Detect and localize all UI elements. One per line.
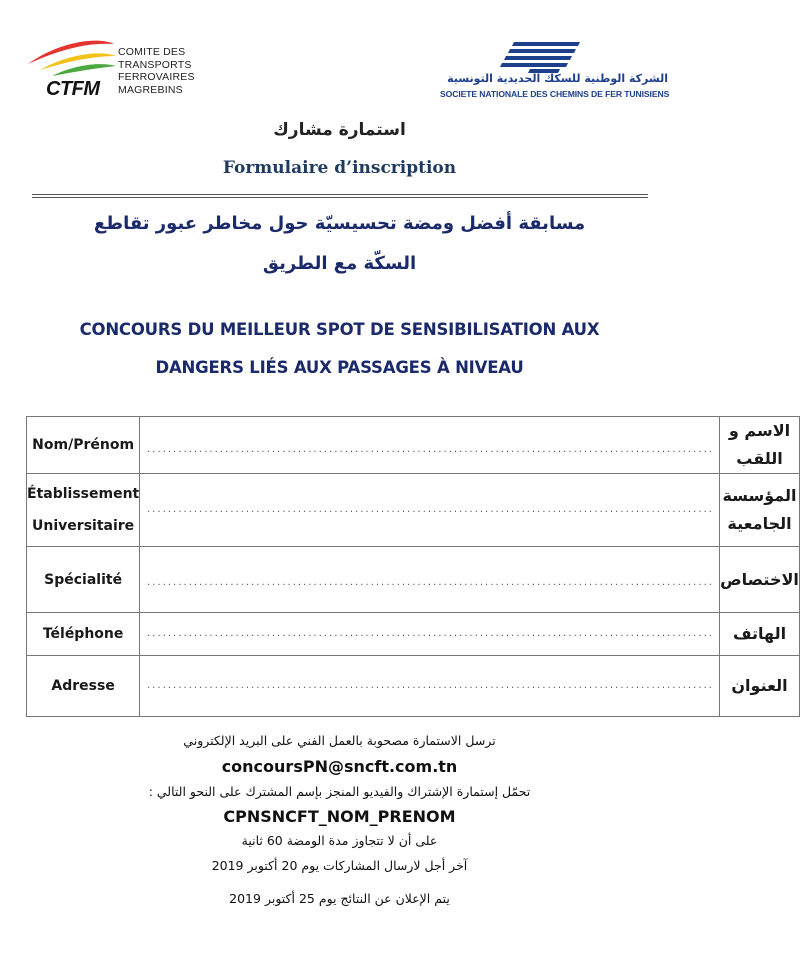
send-instruction: ترسل الاستمارة مصحوبة بالعمل الفني على البريد الإلكتروني <box>183 733 496 748</box>
form-title-arabic: استمارة مشارك <box>273 120 406 140</box>
institution-field[interactable] <box>140 474 720 547</box>
dotted-line: ............................................................................................................. <box>146 629 714 639</box>
label-address-arabic: العنوان <box>720 656 800 717</box>
label-name-arabic: الاسم و اللقب <box>720 417 800 474</box>
label-specialty-arabic: الاختصاص <box>720 547 800 613</box>
contact-email: concoursPN@sncft.com.tn <box>221 757 458 776</box>
dotted-line: ............................................................................................................. <box>146 681 714 691</box>
contest-title-french-line2: DANGERS LIÉS AUX PASSAGES À NIVEAU <box>155 358 524 377</box>
label-institution-arabic-line2: الجامعية <box>727 514 792 533</box>
form-row-phone <box>27 613 800 656</box>
ctfm-abbreviation: CTFM <box>46 78 100 100</box>
sncft-logo-mark <box>500 40 582 76</box>
label-institution-french-line1: Établissement <box>27 486 140 502</box>
address-field[interactable] <box>140 656 720 717</box>
label-specialty-french: Spécialité <box>27 547 140 613</box>
ctfm-name-line: MAGREBINS <box>118 83 183 96</box>
sncft-name-arabic: الشركة الوطنية للسكك الحديدية التونسية <box>447 72 668 85</box>
results-announcement: يتم الإعلان عن النتائج يوم 25 أكتوبر 2019 <box>229 891 450 906</box>
label-phone-french: Téléphone <box>27 613 140 656</box>
name-field[interactable] <box>140 417 720 474</box>
dotted-line: ............................................................................................................. <box>146 579 714 588</box>
divider <box>32 197 648 198</box>
label-institution-arabic <box>720 474 800 547</box>
file-naming-format: CPNSNCFT_NOM_PRENOM <box>223 807 456 826</box>
ctfm-green-swoosh <box>52 64 116 76</box>
submission-deadline: آخر أجل لارسال المشاركات يوم 20 أكتوبر 2019 <box>211 858 468 873</box>
ctfm-full-name <box>118 46 195 96</box>
label-phone-arabic: الهاتف <box>720 613 800 656</box>
form-row-address <box>27 656 800 717</box>
label-address-french: Adresse <box>27 656 140 717</box>
form-row-institution <box>27 474 800 547</box>
form-title-french: Formulaire d’inscription <box>222 158 457 178</box>
contest-title-arabic-line1: مسابقة أفضل ومضة تحسيسيّة حول مخاطر عبور تقاطع <box>93 213 586 234</box>
ctfm-name-line: FERROVAIRES <box>118 71 195 83</box>
form-row-name <box>27 417 800 474</box>
duration-note: على أن لا تتجاوز مدة الومضة 60 ثانية <box>241 833 438 848</box>
phone-field[interactable] <box>140 613 720 656</box>
ctfm-name-line: COMITE DES <box>118 46 186 58</box>
contest-title-french-line1: CONCOURS DU MEILLEUR SPOT DE SENSIBILISATION AUX <box>79 320 600 339</box>
label-institution-arabic-line1: المؤسسة <box>722 486 797 505</box>
specialty-field[interactable] <box>140 547 720 613</box>
dotted-line: ............................................................................................................. <box>146 445 714 455</box>
label-institution-french <box>27 474 140 547</box>
label-institution-french-line2: Universitaire <box>32 518 135 534</box>
label-name-french: Nom/Prénom <box>27 417 140 474</box>
divider <box>32 194 648 195</box>
ctfm-name-line: TRANSPORTS <box>118 58 192 71</box>
sncft-name-french: SOCIETE NATIONALE DES CHEMINS DE FER TUNISIENS <box>440 89 670 99</box>
dotted-line: ............................................................................................................. <box>146 505 714 515</box>
form-row-specialty <box>27 547 800 613</box>
naming-instruction: تحمّل إستمارة الإشتراك والفيديو المنجز بإسم المشترك على النحو التالي : <box>148 784 531 799</box>
contest-title-arabic-line2: السكّة مع الطريق <box>262 253 417 274</box>
registration-form-table <box>26 416 800 717</box>
